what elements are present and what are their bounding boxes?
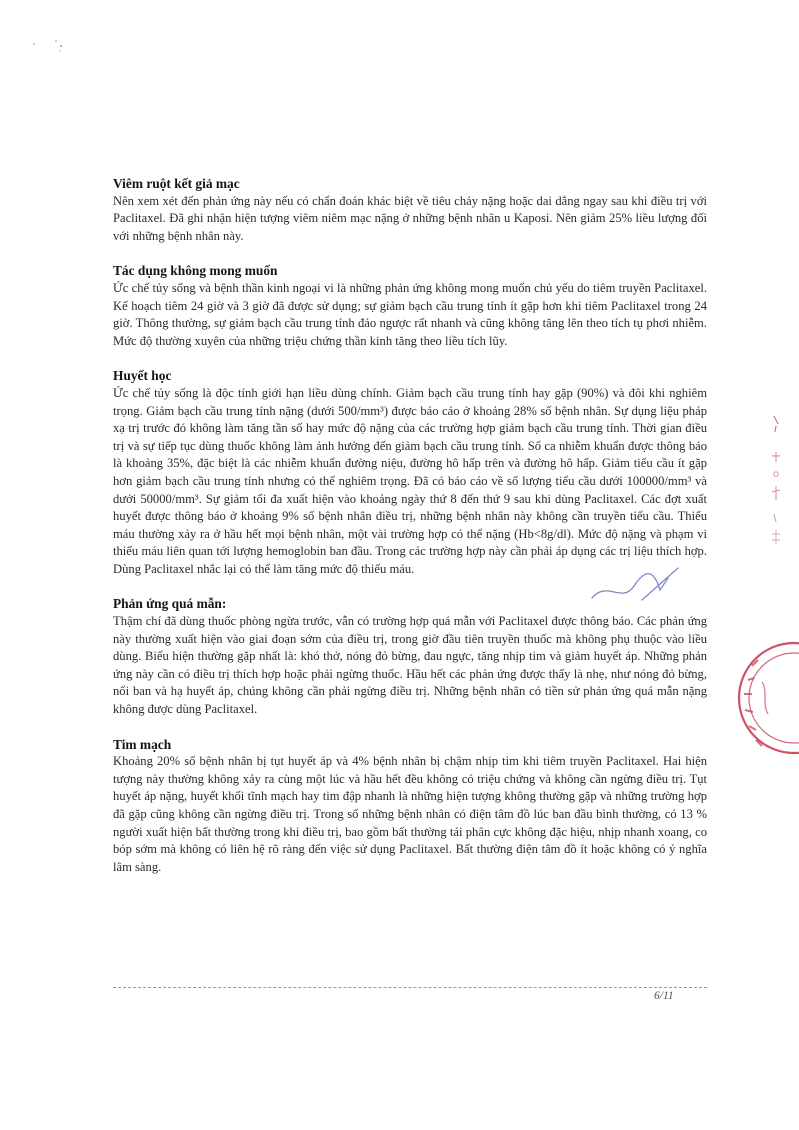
section-title: Tác dụng không mong muốn [113,263,278,279]
section-hypersensitivity [113,595,707,718]
section-body: Ức chế tủy sống và bệnh thần kinh ngoại vi là những phản ứng không mong muốn chủ yếu do tiêm truyền Paclitaxel. Kế hoạch tiêm 24 giờ và 3 giờ đã được sử dụng; sự giảm bạch cầu trung tính ít gặp hơn khi tiêm Paclitaxel trong 24 giờ. Thông thường, sự giảm bạch cầu trung tính đảo ngược rất nhanh và cũng không tăng lên theo tích tụ phơi nhiễm. Mức độ thường xuyên của những triệu chứng thần kinh tăng theo liều tích lũy. [113,280,707,348]
section-body: Khoảng 20% số bệnh nhân bị tụt huyết áp và 4% bệnh nhân bị chậm nhịp tim khi tiêm truyền Paclitaxel. Hai hiện tượng này thường không xảy ra cùng một lúc và hầu hết đều không có triệu chứng và không cần ngừng điều trị. Tụt huyết áp nặng, huyết khối tĩnh mạch hay tim đập nhanh là những hiện tượng không thường gặp và những trường hợp đã gặp cũng không cần ngừng điều trị. Trong số những bệnh nhân có điện tâm đồ lúc ban đầu bình thường, có 13 % người xuất hiện bất thường trong khi điều trị, bao gồm bất thường tái phân cực không đặc hiệu, nhịp nhanh xoang, co bóp sớm mà không có liên hệ rõ ràng đến việc sử dụng Paclitaxel. Bất thường điện tâm đồ ít hoặc không có ý nghĩa lâm sàng. [113,754,707,874]
section-hematology [113,367,707,578]
section-title: Huyết học [113,368,172,384]
section-title: Tim mạch [113,736,172,752]
section-cardiovascular [113,736,707,877]
footer-divider [113,987,707,988]
section-pseudomembranous-colitis [113,175,707,245]
section-title: Phản ứng quá mẫn: [113,596,227,612]
section-title: Viêm ruột kết giả mạc [113,176,240,191]
signature-mark [582,560,692,610]
section-body: Ức chế tủy sống là độc tính giới hạn liều dùng chính. Giảm bạch cầu trung tính hay gặp (90%) và đôi khi nghiêm trọng. Giảm bạch cầu trung tính nặng (dưới 500/mm³) được báo cáo ở khoảng 28% số bệnh nhân. Sự dụng liệu pháp xạ trị trước đó không làm tăng tần số hay mức độ nặng của các trường hợp giảm bạch cầu trung tính. Thời gian điều trị và sự tiếp tục dùng thuốc không làm ảnh hưởng đến giảm bạch cầu trung tính. Số ca nhiễm khuẩn được thông báo là khoảng 35%, đặc biệt là các nhiễm khuẩn đường niệu, đường hô hấp trên và đường hô hấp. Giảm tiểu cầu ít gặp hơn giảm bạch cầu trung tính nhưng có thể nghiêm trọng. Đã có báo cáo về số lượng tiểu cầu dưới 100000/mm³ và dưới 50000/mm³. Sự giảm tối đa xuất hiện vào khoảng ngày thứ 8 đến thứ 9 sau khi dùng Paclitaxel. Các đợt xuất huyết được thông báo ở khoảng 9% số bệnh nhân điều trị, những bệnh nhân này không cần truyền tiểu cầu. Thiếu máu thường xảy ra ở hầu hết mọi bệnh nhân, một vài trường hợp có thể nặng (Hb<8g/dl). Mức độ nặng và phạm vi thiếu máu liên quan tới lượng hemoglobin ban đầu. Trong các trường hợp này cần phải áp dụng các trị liệu thích hợp. Dùng Paclitaxel nhắc lại có thể làm tăng mức độ thiếu máu. [113,385,707,576]
margin-marks [762,410,792,560]
section-body: Nên xem xét đến phản ứng này nếu có chẩn đoán khác biệt về tiêu chảy nặng hoặc dai dẳng ngay sau khi điều trị với Paclitaxel. Đã ghi nhận hiện tượng viêm niêm mạc nặng ở những bệnh nhân u Kaposi. Nên giảm 25% liều lượng đối với những bệnh nhân này. [113,193,707,243]
section-body: Thậm chí đã dùng thuốc phòng ngừa trước, vẫn có trường hợp quá mẫn với Paclitaxel được thông báo. Các phản ứng này thường xuất hiện vào giai đoạn sớm của điều trị, trong giờ đầu tiên truyền thuốc mà không phụ thuộc vào liều dùng. Biểu hiện thường gặp nhất là: khó thở, nóng đỏ bừng, đau ngực, tăng nhịp tim và giảm huyết áp. Những phản ứng này cần có điều trị thích hợp hoặc phải ngừng thuốc. Hầu hết các phản ứng được thấy là nhẹ, như nóng đỏ bừng, nổi ban và hạ huyết áp, chúng không cần phải ngừng điều trị. Những bệnh nhân có tiền sử phản ứng quá mẫn nặng không được dùng Paclitaxel. [113,614,707,717]
scan-specks [30,36,75,56]
section-adverse-effects [113,262,707,350]
official-stamp [732,628,799,768]
document-content [113,175,707,893]
page-number: 6/11 [654,990,674,1002]
